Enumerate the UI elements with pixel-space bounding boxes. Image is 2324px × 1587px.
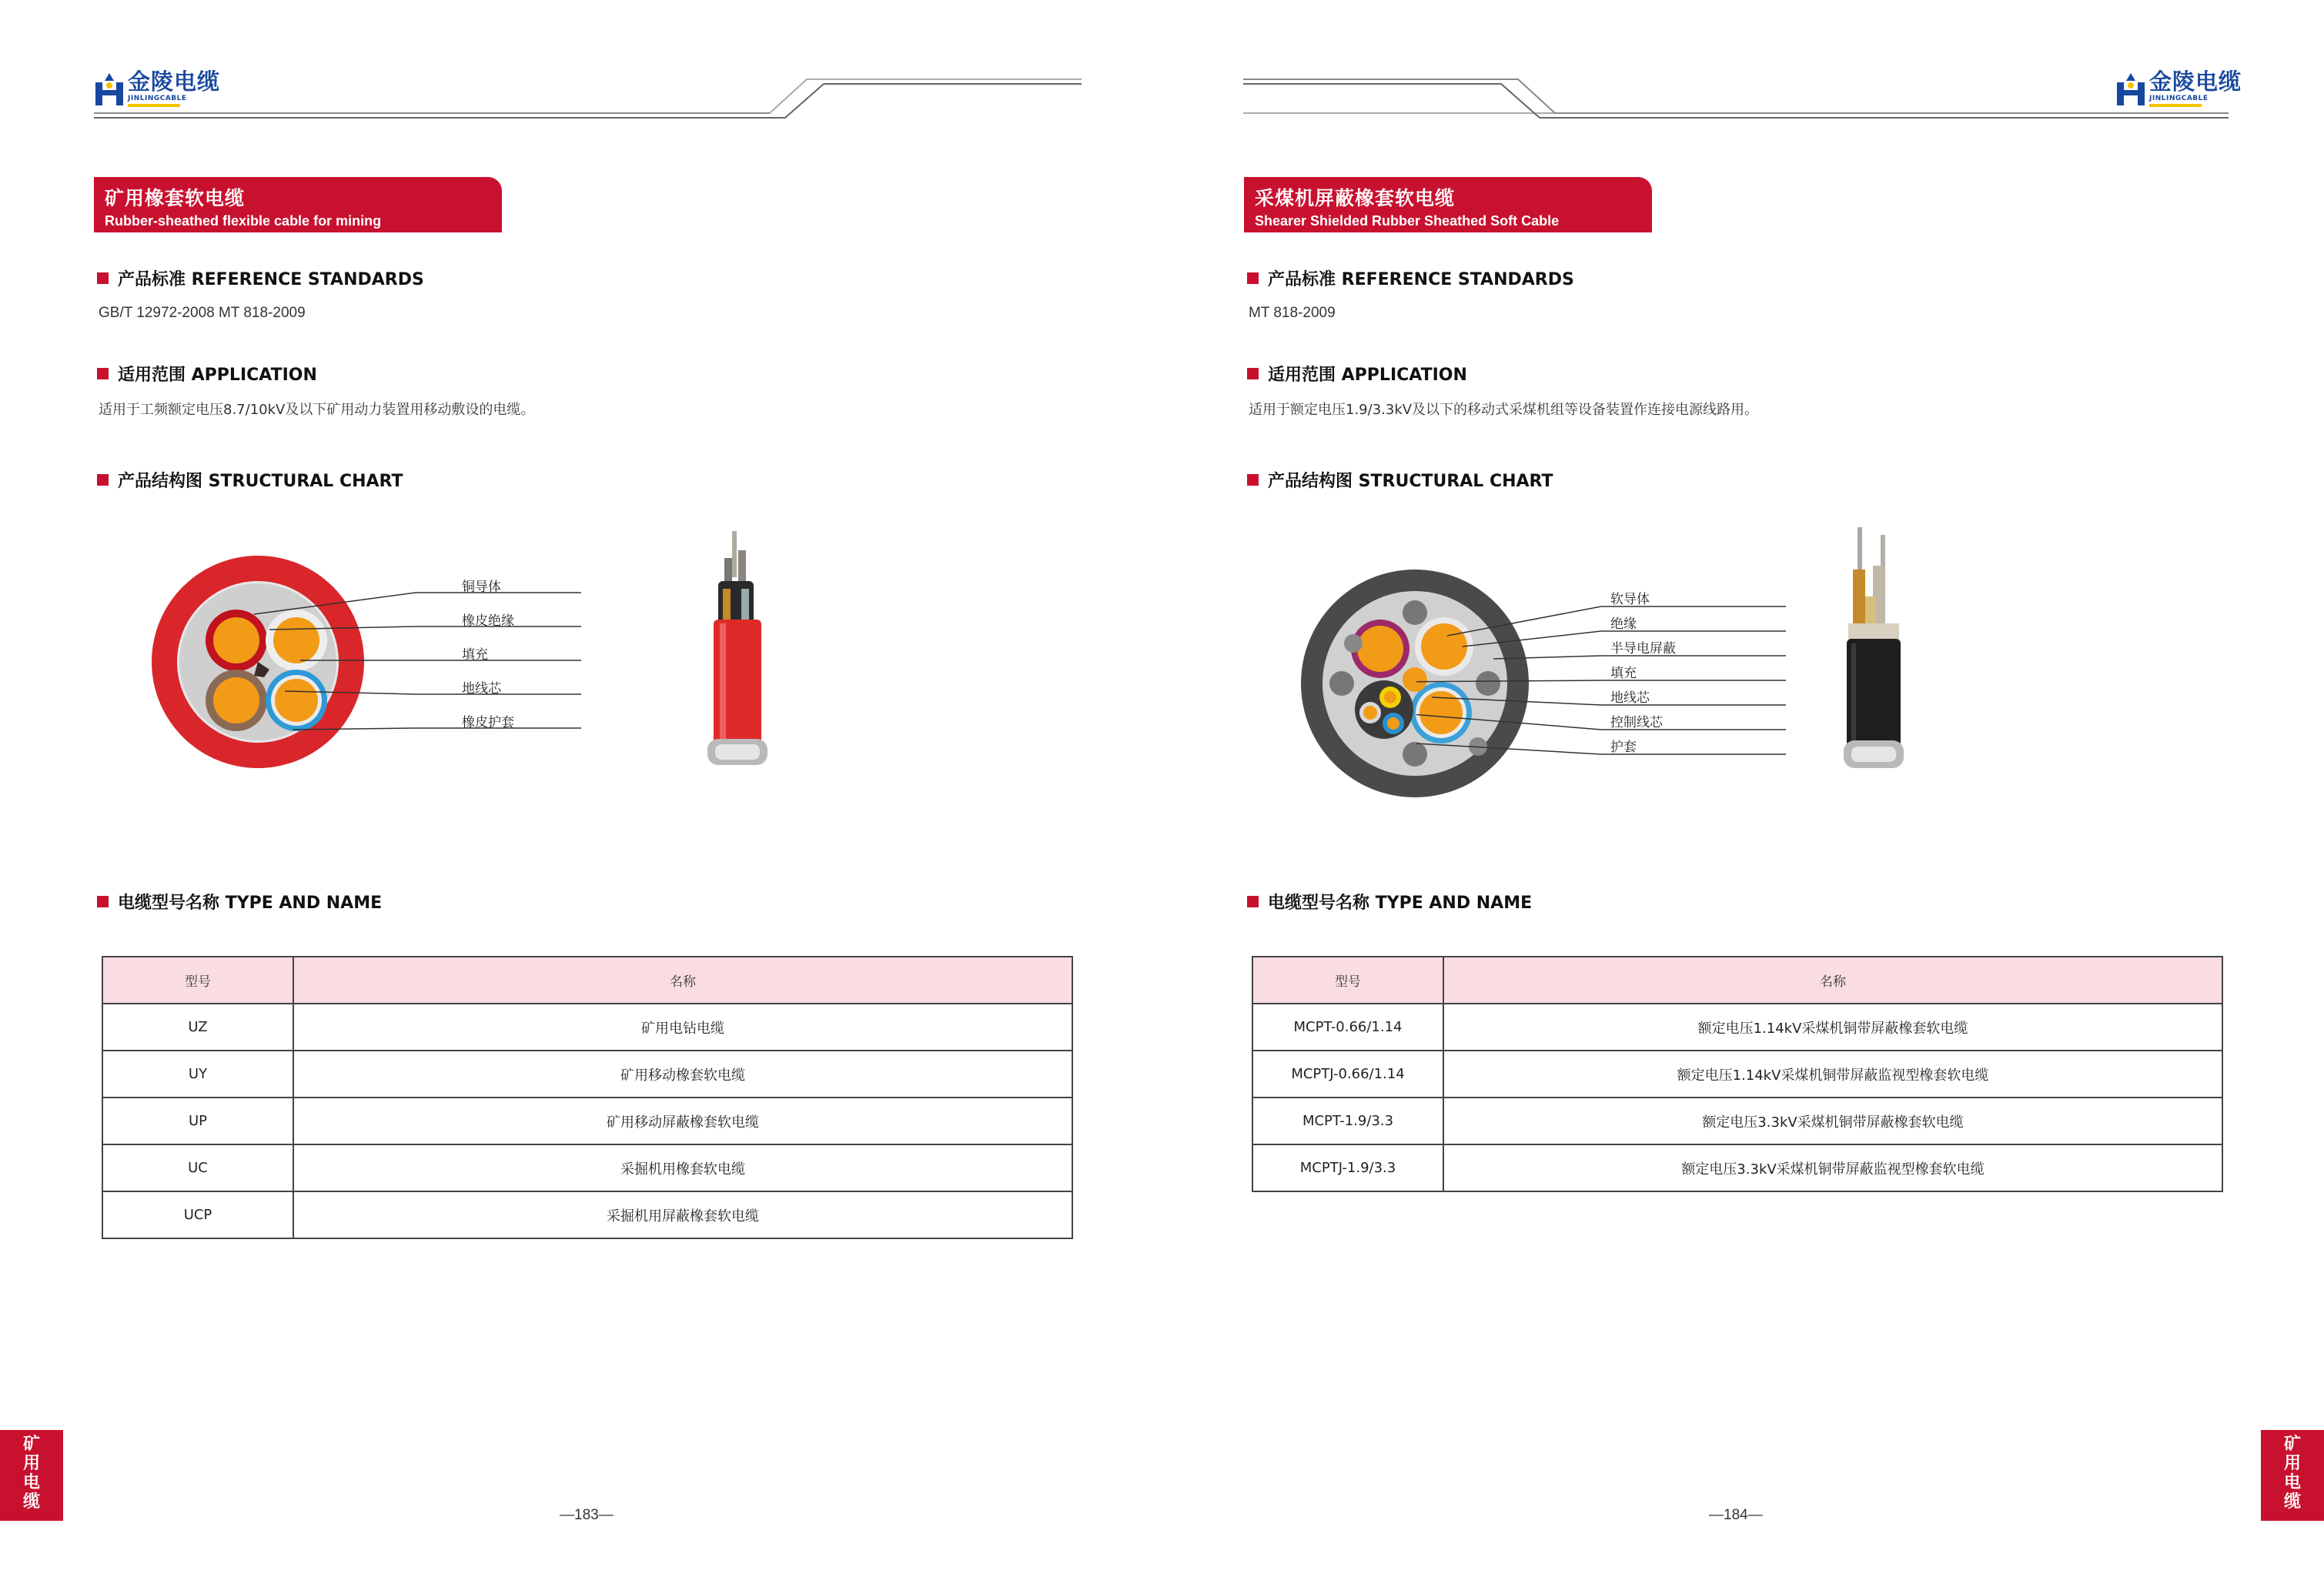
- table-header-row: [102, 957, 1072, 1004]
- brand-logo: [2115, 68, 2242, 107]
- header-rule: [0, 68, 1162, 119]
- bullet-square-icon: [97, 368, 109, 379]
- application-text: 适用于额定电压1.9/3.3kV及以下的移动式采煤机组等设备装置作连接电源线路用。: [1249, 402, 1759, 418]
- side-tab: 矿用电缆: [2261, 1430, 2324, 1521]
- table-row: [1252, 1098, 2222, 1144]
- table-row: [1252, 1051, 2222, 1098]
- brand-logo-icon: [2115, 72, 2146, 107]
- cell-name: 矿用移动橡套软电缆: [293, 1051, 1072, 1098]
- standards-heading: 产品标准 REFERENCE STANDARDS: [1247, 266, 1574, 290]
- cell-model: MCPTJ-0.66/1.14: [1252, 1051, 1443, 1098]
- cell-name: 额定电压3.3kV采煤机铜带屏蔽监视型橡套软电缆: [1443, 1144, 2222, 1191]
- cable-product-image: [697, 527, 777, 770]
- label-sheath: 橡皮护套: [462, 715, 514, 730]
- cell-name: 额定电压1.14kV采煤机铜带屏蔽橡套软电缆: [1443, 1004, 2222, 1051]
- table-row: [102, 1191, 1072, 1238]
- brand-underline: [2149, 104, 2202, 107]
- application-heading: 适用范围 APPLICATION: [97, 362, 317, 386]
- bullet-square-icon: [1247, 896, 1259, 907]
- label-semiconductive-shield: 半导电屏蔽: [1610, 641, 1676, 657]
- cell-name: 采掘机用屏蔽橡套软电缆: [293, 1191, 1072, 1238]
- side-tab: 矿用电缆: [0, 1430, 63, 1521]
- label-sheath: 护套: [1610, 740, 1637, 755]
- label-conductor: 铜导体: [462, 580, 501, 595]
- label-filler: 填充: [1610, 666, 1637, 681]
- standards-heading: 产品标准 REFERENCE STANDARDS: [97, 266, 424, 290]
- bullet-square-icon: [1247, 272, 1259, 284]
- standards-text: GB/T 12972-2008 MT 818-2009: [99, 305, 306, 321]
- cell-model: UP: [102, 1098, 293, 1144]
- label-insulation: 绝缘: [1610, 616, 1637, 632]
- column-header-name: 名称: [293, 957, 1072, 1004]
- application-text: 适用于工频额定电压8.7/10kⅤ及以下矿用动力装置用移动敷设的电缆。: [99, 402, 535, 418]
- bullet-square-icon: [97, 474, 109, 486]
- right-page: [1162, 0, 2324, 1587]
- table-row: [102, 1098, 1072, 1144]
- column-header-name: 名称: [1443, 957, 2222, 1004]
- table-row: [1252, 1144, 2222, 1191]
- section-banner: [1244, 177, 1652, 232]
- type-name-table: [102, 956, 1073, 1239]
- cable-product-image: [1836, 523, 1913, 773]
- type-name-heading: 电缆型号名称 TYPE AND NAME: [97, 890, 382, 914]
- brand-name: 金陵电缆: [2149, 68, 2242, 95]
- section-subtitle: Rubber-sheathed flexible cable for mining: [105, 213, 382, 229]
- cell-model: MCPT-0.66/1.14: [1252, 1004, 1443, 1051]
- label-insulation: 橡皮绝缘: [462, 613, 514, 629]
- bullet-square-icon: [97, 272, 109, 284]
- chart-heading: 产品结构图 STRUCTURAL CHART: [97, 468, 403, 492]
- type-name-table: [1252, 956, 2223, 1192]
- column-header-model: 型号: [102, 957, 293, 1004]
- table-header-row: [1252, 957, 2222, 1004]
- chart-heading: 产品结构图 STRUCTURAL CHART: [1247, 468, 1553, 492]
- cell-model: MCPTJ-1.9/3.3: [1252, 1144, 1443, 1191]
- brand-name-en: JINLINGCABLE: [2149, 95, 2209, 102]
- cell-name: 矿用移动屏蔽橡套软电缆: [293, 1098, 1072, 1144]
- table-row: [1252, 1004, 2222, 1051]
- brand-name-en: JINLINGCABLE: [128, 95, 187, 102]
- cell-name: 额定电压1.14kV采煤机铜带屏蔽监视型橡套软电缆: [1443, 1051, 2222, 1098]
- brand-name: 金陵电缆: [128, 68, 221, 95]
- cell-model: UC: [102, 1144, 293, 1191]
- cell-name: 额定电压3.3kV采煤机铜带屏蔽橡套软电缆: [1443, 1098, 2222, 1144]
- application-heading: 适用范围 APPLICATION: [1247, 362, 1467, 386]
- bullet-square-icon: [97, 896, 109, 907]
- standards-text: MT 818-2009: [1249, 305, 1336, 321]
- label-earth-core: 地线芯: [1610, 690, 1650, 706]
- section-title: 矿用橡套软电缆: [105, 187, 246, 209]
- section-banner: [94, 177, 502, 232]
- page-number: —183—: [560, 1507, 614, 1523]
- page-number: —184—: [1709, 1507, 1763, 1523]
- table-row: [102, 1004, 1072, 1051]
- table-row: [102, 1051, 1072, 1098]
- cell-name: 矿用电钻电缆: [293, 1004, 1072, 1051]
- leader-lines: [254, 576, 593, 737]
- type-name-heading: 电缆型号名称 TYPE AND NAME: [1247, 890, 1532, 914]
- cell-name: 采掘机用橡套软电缆: [293, 1144, 1072, 1191]
- section-subtitle: Shearer Shielded Rubber Sheathed Soft Cable: [1255, 213, 1560, 229]
- bullet-square-icon: [1247, 474, 1259, 486]
- label-earth-core: 地线芯: [462, 681, 501, 697]
- label-conductor: 软导体: [1610, 592, 1650, 607]
- label-control-core: 控制线芯: [1610, 715, 1663, 730]
- column-header-model: 型号: [1252, 957, 1443, 1004]
- leader-lines: [1416, 597, 1786, 759]
- cell-model: UY: [102, 1051, 293, 1098]
- cell-model: UCP: [102, 1191, 293, 1238]
- cell-model: MCPT-1.9/3.3: [1252, 1098, 1443, 1144]
- label-filler: 填充: [462, 647, 488, 663]
- section-title: 采煤机屏蔽橡套软电缆: [1255, 187, 1456, 209]
- table-row: [102, 1144, 1072, 1191]
- bullet-square-icon: [1247, 368, 1259, 379]
- cell-model: UZ: [102, 1004, 293, 1051]
